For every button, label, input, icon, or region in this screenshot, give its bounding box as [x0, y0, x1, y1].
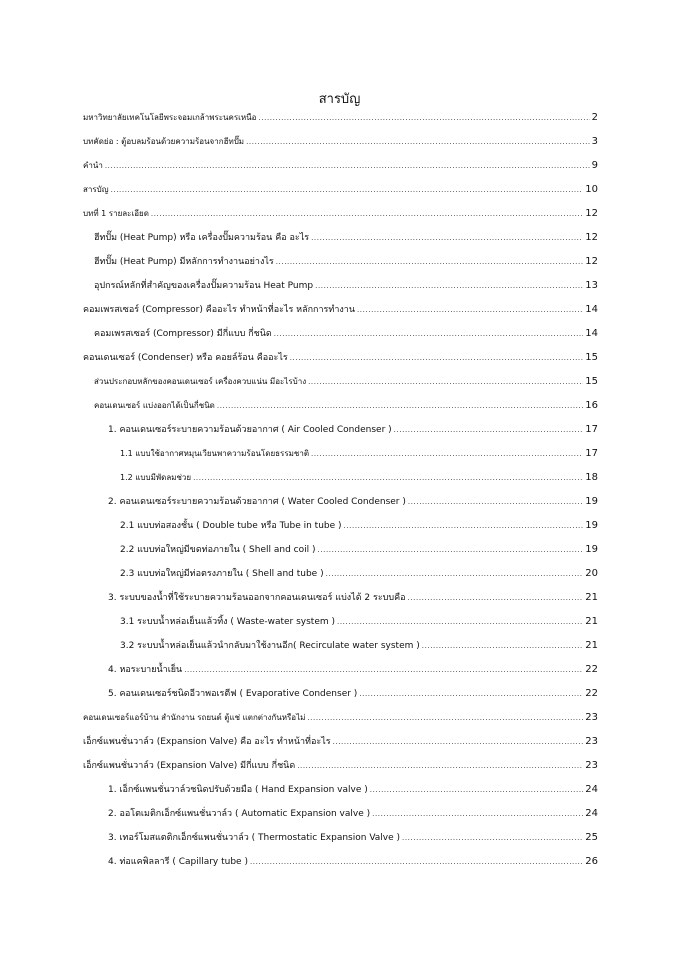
toc-entry-page: 16 [585, 400, 598, 411]
toc-entry-label: คอนเดนเซอร์แอร์บ้าน สำนักงาน รถยนต์ ตู้แช่ แตกต่างกันหรือไม่ [83, 713, 306, 722]
toc-entry [108, 808, 598, 820]
toc-entry-page: 3 [591, 136, 598, 147]
leader-dots [105, 160, 590, 172]
toc-entry-page: 22 [585, 664, 598, 675]
toc-entry [108, 496, 598, 508]
toc-entry [94, 280, 598, 292]
toc-entry-page: 17 [585, 448, 598, 459]
toc-entry [120, 616, 598, 628]
toc-entry-page: 21 [585, 592, 598, 603]
toc-entry [83, 112, 598, 124]
toc-entry [83, 160, 598, 172]
leader-dots [357, 304, 583, 316]
toc-entry [120, 568, 598, 580]
leader-dots [422, 640, 584, 652]
toc-entry [94, 376, 598, 388]
toc-entry-label: ฮีทปั๊ม (Heat Pump) มีหลักการทำงานอย่างไร [94, 257, 274, 267]
toc-entry-page: 24 [585, 784, 598, 795]
toc-entry-page: 23 [585, 760, 598, 771]
leader-dots [258, 112, 589, 124]
toc-entry-page: 19 [585, 496, 598, 507]
toc-entry-page: 21 [585, 640, 598, 651]
toc-entry-label: 4. ท่อแคพิลลารี ( Capillary tube ) [108, 857, 248, 867]
toc-entry-label: บทที่ 1 รายละเอียด [83, 209, 149, 218]
toc-entry-page: 9 [591, 160, 598, 171]
toc-entry [83, 712, 598, 724]
toc-entry-page: 15 [585, 352, 598, 363]
toc-entry-page: 20 [585, 568, 598, 579]
toc-entry-label: 1. คอนเดนเซอร์ระบายความร้อนด้วยอากาศ ( Air Cooled Condenser ) [108, 425, 392, 435]
toc-entry-label: คอนเดนเซอร์ (Condenser) หรือ คอยล์ร้อน คืออะไร [83, 353, 288, 363]
toc-entry [83, 208, 598, 220]
toc-entry-label: ส่วนประกอบหลักของคอนเดนเซอร์ เครื่องควบแน่น มีอะไรบ้าง [94, 377, 307, 386]
toc-entry-page: 12 [585, 208, 598, 219]
toc-entry-label: ฮีทปั๊ม (Heat Pump) หรือ เครื่องปั๊มความร้อน คือ อะไร [94, 233, 310, 243]
toc-entry [108, 832, 598, 844]
leader-dots [344, 520, 584, 532]
leader-dots [333, 736, 584, 748]
leader-dots [408, 496, 583, 508]
toc-entry-label: 2. ออโตเมติกเอ็กซ์แพนชั่นวาล์ว ( Automatic Expansion valve ) [108, 809, 371, 819]
toc-entry-label: 1. เอ็กซ์แพนชั่นวาล์วชนิดปรับด้วยมือ ( Hand Expansion valve ) [108, 785, 368, 795]
toc-entry-label: อุปกรณ์หลักที่สำคัญของเครื่องปั๊มความร้อน Heat Pump [94, 281, 314, 291]
leader-dots [151, 208, 583, 220]
leader-dots [111, 184, 584, 196]
toc-entry [120, 448, 598, 460]
leader-dots [370, 784, 584, 796]
leader-dots [217, 400, 583, 412]
toc-entry [94, 328, 598, 340]
toc-entry-page: 15 [585, 376, 598, 387]
toc-entry-page: 13 [585, 280, 598, 291]
toc-entry-page: 12 [585, 256, 598, 267]
leader-dots [308, 376, 583, 388]
toc-entry [83, 736, 598, 748]
toc-entry-label: คำนำ [83, 161, 103, 170]
leader-dots [359, 688, 583, 700]
leader-dots [297, 760, 583, 772]
toc-entry-label: เอ็กซ์แพนชั่นวาล์ว (Expansion Valve) มีกี่แบบ กี่ชนิด [83, 761, 296, 771]
toc-entry-label: 3. ระบบของน้ำที่ใช้ระบายความร้อนออกจากคอนเดนเซอร์ แบ่งได้ 2 ระบบคือ [108, 593, 406, 603]
toc-entry [83, 760, 598, 772]
toc-entry-label: มหาวิทยาลัยเทคโนโลยีพระจอมเกล้าพระนครเหนือ [83, 113, 257, 122]
toc-entry [120, 520, 598, 532]
leader-dots [193, 472, 583, 484]
leader-dots [337, 616, 583, 628]
toc-entry [83, 136, 598, 148]
toc-entry-page: 14 [585, 304, 598, 315]
toc-entry-label: คอมเพรสเซอร์ (Compressor) มีกี่แบบ กี่ชนิด [94, 329, 272, 339]
toc-entry-label: 4. หอระบายน้ำเย็น [108, 665, 183, 675]
toc-entry-page: 19 [585, 520, 598, 531]
toc-entry-page: 23 [585, 736, 598, 747]
toc-entry-page: 25 [585, 832, 598, 843]
toc-entry-label: สารบัญ [83, 185, 109, 194]
leader-dots [250, 856, 583, 868]
toc-entry-label: 2. คอนเดนเซอร์ระบายความร้อนด้วยอากาศ ( Water Cooled Condenser ) [108, 497, 406, 507]
toc-entry-page: 26 [585, 856, 598, 867]
toc-entry-page: 24 [585, 808, 598, 819]
toc-entry-label: 3. เทอร์โมสแตติกเอ็กซ์แพนชั่นวาล์ว ( Thermostatic Expansion Valve ) [108, 833, 401, 843]
toc-entry [108, 784, 598, 796]
toc-entry [94, 400, 598, 412]
toc-entry-label: 3.1 ระบบน้ำหล่อเย็นแล้วทิ้ง ( Waste-water system ) [120, 617, 336, 627]
toc-entry-label: 2.2 แบบท่อใหญ่มีขดท่อภายใน ( Shell and coil ) [120, 545, 316, 555]
toc-entry [108, 664, 598, 676]
toc-entry-page: 17 [585, 424, 598, 435]
toc-entry-page: 23 [585, 712, 598, 723]
leader-dots [274, 328, 583, 340]
toc-entry [108, 424, 598, 436]
leader-dots [394, 424, 584, 436]
toc-entry-page: 14 [585, 328, 598, 339]
leader-dots [307, 712, 583, 724]
toc-entry [83, 184, 598, 196]
leader-dots [290, 352, 584, 364]
leader-dots [326, 568, 584, 580]
leader-dots [317, 544, 583, 556]
toc-entry-page: 12 [585, 232, 598, 243]
leader-dots [311, 232, 583, 244]
leader-dots [315, 280, 583, 292]
toc-entry [120, 472, 598, 484]
toc-entry-page: 19 [585, 544, 598, 555]
toc-entry [94, 256, 598, 268]
leader-dots [311, 448, 583, 460]
toc-entry-page: 21 [585, 616, 598, 627]
leader-dots [372, 808, 583, 820]
toc-entry-label: 5. คอนเดนเซอร์ชนิดอีวาพอเรตีฟ ( Evaporative Condenser ) [108, 689, 358, 699]
toc-entry-page: 10 [585, 184, 598, 195]
toc-entry-label: คอมเพรสเซอร์ (Compressor) คืออะไร ทำหน้าที่อะไร หลักการทำงาน [83, 305, 355, 315]
toc-entry-page: 2 [591, 112, 598, 123]
toc-entry-label: 1.2 แบบมีพัดลมช่วย [120, 473, 192, 482]
toc-entry-page: 22 [585, 688, 598, 699]
toc-title: สารบัญ [318, 92, 361, 107]
toc-entry-page: 18 [585, 472, 598, 483]
toc-entry [108, 688, 598, 700]
toc-entry-label: 2.3 แบบท่อใหญ่มีท่อตรงภายใน ( Shell and tube ) [120, 569, 324, 579]
toc-entry [83, 352, 598, 364]
toc-entry-label: 2.1 แบบท่อสองชั้น ( Double tube หรือ Tube in tube ) [120, 521, 342, 531]
toc-entry [120, 544, 598, 556]
leader-dots [408, 592, 584, 604]
toc-entry [108, 592, 598, 604]
toc-entry-label: เอ็กซ์แพนชั่นวาล์ว (Expansion Valve) คือ อะไร ทำหน้าที่อะไร [83, 737, 331, 747]
leader-dots [246, 136, 590, 148]
toc-entry [108, 856, 598, 868]
toc-entry [94, 232, 598, 244]
leader-dots [402, 832, 583, 844]
toc-entry-label: 3.2 ระบบน้ำหล่อเย็นแล้วนำกลับมาใช้งานอีก( Recirculate water system ) [120, 641, 420, 651]
toc-entry-label: คอนเดนเซอร์ แบ่งออกได้เป็นกี่ชนิด [94, 401, 215, 410]
toc-entry-label: 1.1 แบบใช้อากาศหมุนเวียนพาความร้อนโดยธรรมชาติ [120, 449, 310, 458]
toc-entry [120, 640, 598, 652]
leader-dots [276, 256, 584, 268]
toc-entry [83, 304, 598, 316]
leader-dots [184, 664, 583, 676]
toc-entry-label: บทคัดย่อ : ตู้อบลมร้อนด้วยความร้อนจากฮีทปั๊ม [83, 137, 245, 146]
